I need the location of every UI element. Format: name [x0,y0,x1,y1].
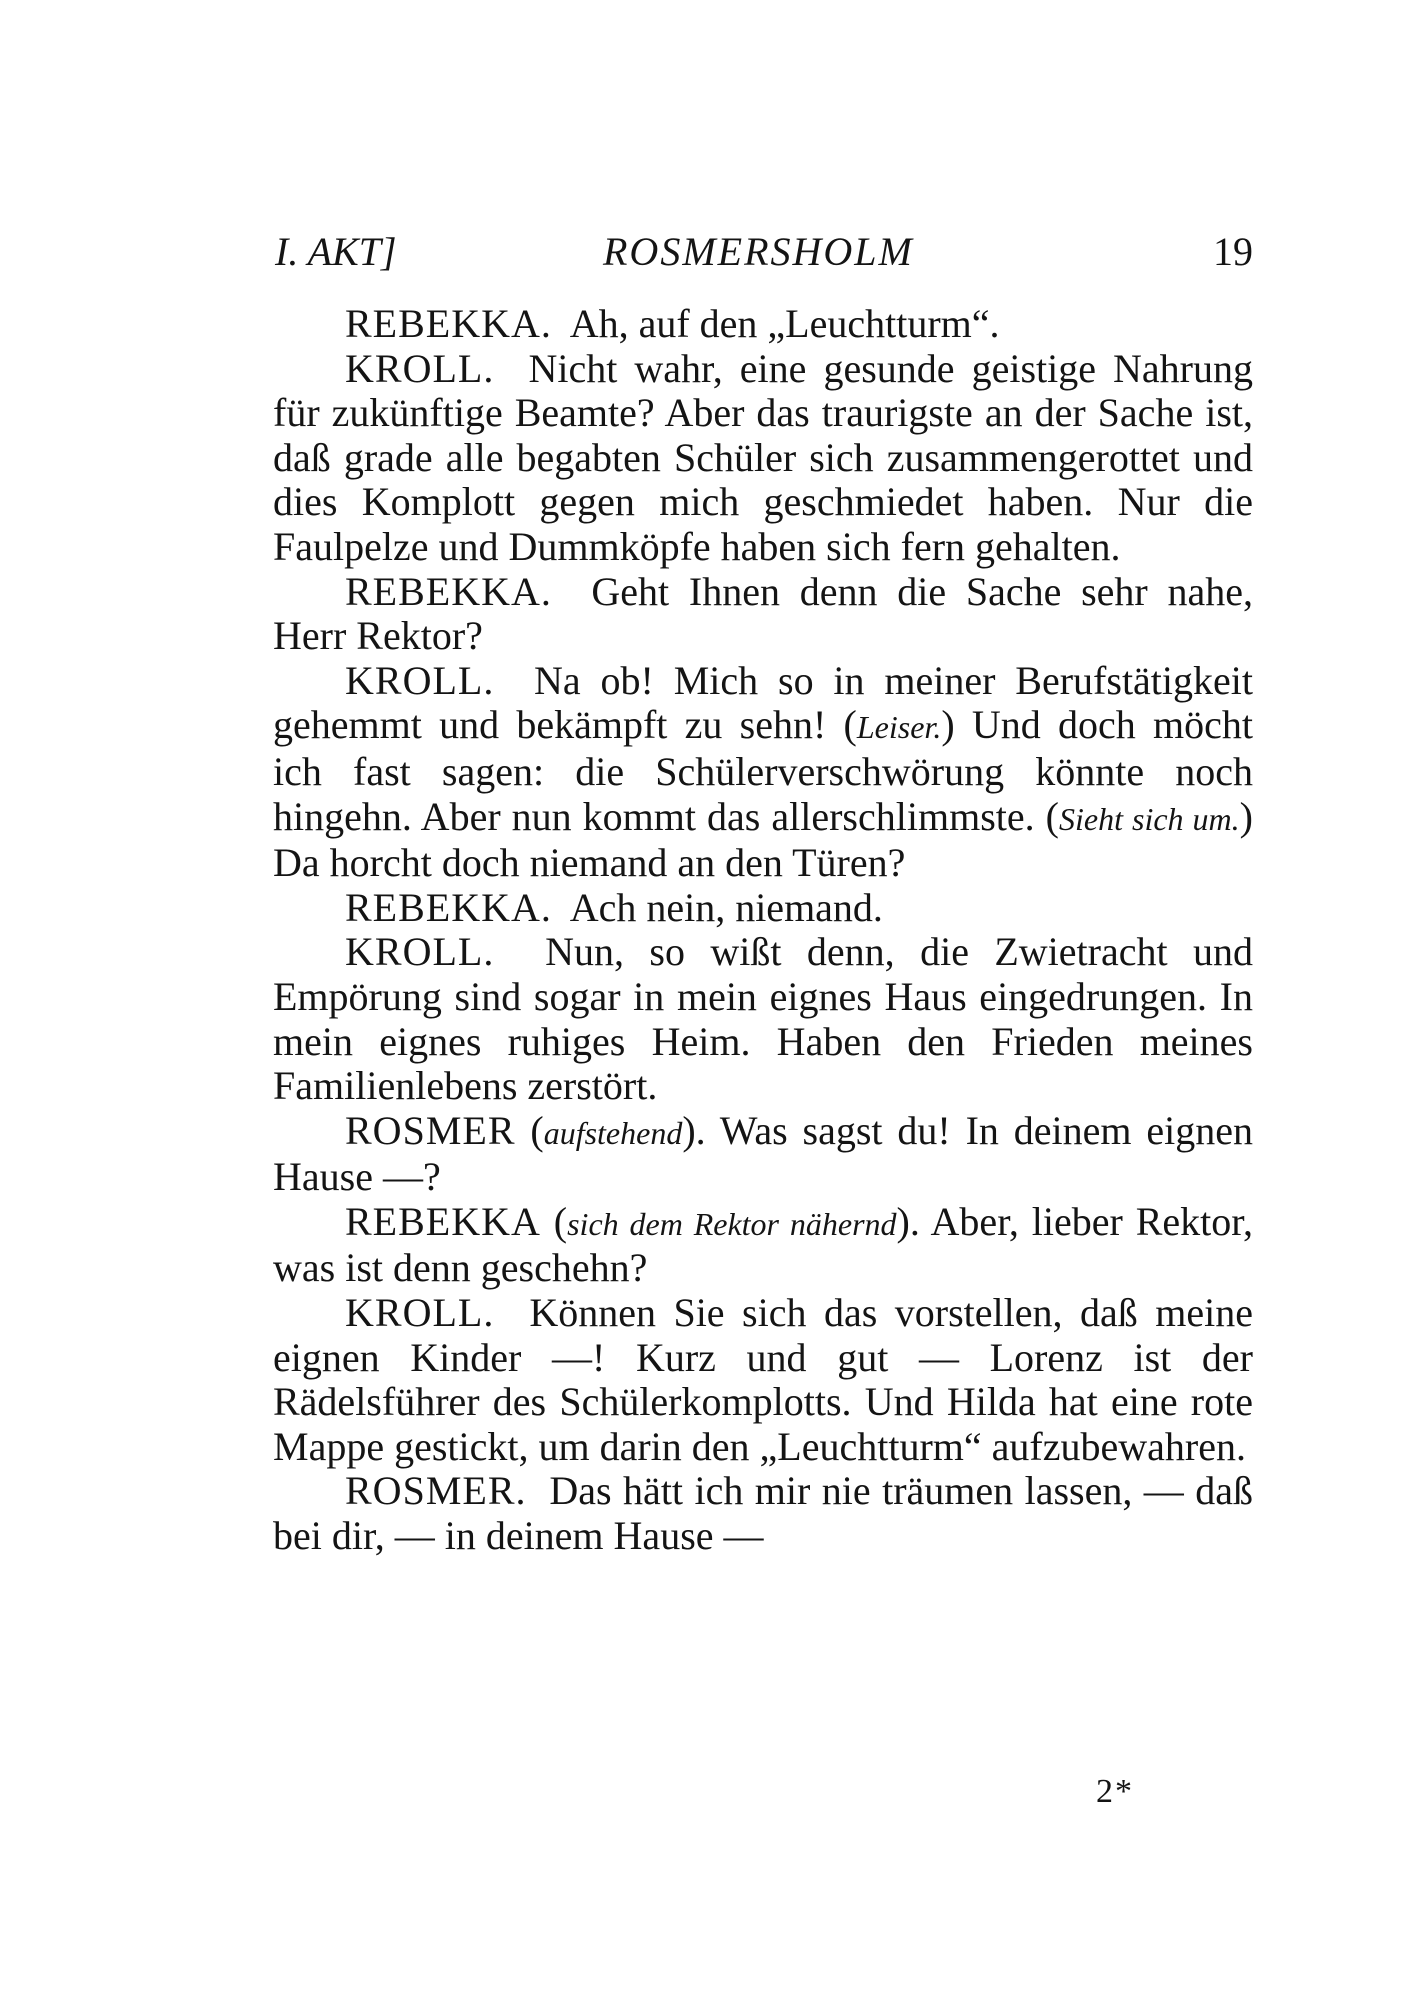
signature-mark: 2* [1096,1773,1134,1810]
speech-text: Aber, lieber Rektor, was ist denn geschehn? [273,1198,1253,1291]
speech [273,1291,1253,1469]
stage-direction: Leiser. [856,709,942,746]
speech-text: Geht Ihnen denn die Sache sehr nahe, Herr Rektor? [273,568,1253,659]
speech-text: Können Sie sich das vorstellen, daß meine eignen Kinder —! Kurz und gut — Lorenz ist der Rädelsführer des Schülerkomplotts. Und Hilda hat eine rote Mappe gestickt, um darin den „Leuchtturm“ aufzubewahren. [273,1290,1253,1469]
speech [273,302,1253,347]
speech-text: Da horcht doch niemand an den Türen? [273,840,906,886]
speech-text: Ach nein, niemand. [569,884,883,930]
speaker-name: ROSMER. [345,1468,527,1514]
act-label: I. AKT] [275,229,397,274]
stage-direction: Sieht sich um. [1058,800,1240,837]
speech [273,886,1253,931]
stage-direction: sich dem Rektor nähernd [567,1205,897,1242]
speech-text: Nun, so wißt denn, die Zwietracht und Empörung sind sogar in mein eignes Haus eingedrungen. In mein eignes ruhiges Heim. Haben den Frieden meines Familienlebens zerstört. [273,929,1253,1109]
running-header [273,228,1253,288]
speech-text: Na ob! Mich so in meiner Berufstätigkeit gehemmt und bekämpft zu sehn! [273,657,1254,748]
speaker-name: REBEKKA. [345,301,552,346]
speech-text: Nicht wahr, eine gesunde geistige Nahrung für zukünftige Beamte? Aber das traurigste an der Sache ist, daß grade alle begabten Schüler sich zusammengerottet und dies Komplott gegen mich geschmiedet haben. Nur die Faulpelze und Dummköpfe haben sich fern gehalten. [273,345,1254,569]
speaker-name: KROLL. [345,1290,495,1336]
speech: KROLL. Na ob! Mich so in meiner Berufstätigkeit gehemmt und bekämpft zu sehn! (Leiser.) Und doch möcht ich fast sagen: die Schülerverschwörung könnte noch hingehn. Aber nun kommt das allerschlimmste. (Sieht sich um.) Da horcht doch niemand an den Türen? [273,657,1254,886]
speech: REBEKKA (sich dem Rektor nähernd). Aber, lieber Rektor, was ist denn geschehn? [273,1198,1253,1291]
play-title: ROSMERSHOLM [603,229,914,274]
speaker-name: ROSMER [345,1107,516,1153]
speech-text: Ah, auf den „Leuchtturm“. [569,301,1000,346]
speech-text: Was sagst du! In deinem eignen Hause —? [273,1107,1253,1200]
speech [273,930,1253,1108]
page-number: 19 [1213,229,1253,274]
speaker-name: REBEKKA [345,1198,541,1244]
speaker-name: KROLL. [345,929,495,975]
speaker-name: REBEKKA. [345,884,552,930]
stage-direction: aufstehend [543,1114,683,1151]
speaker-name: REBEKKA. [345,568,552,614]
book-page [273,228,1254,1810]
speaker-name: KROLL. [345,345,495,391]
speech [273,347,1253,570]
speech: ROSMER (aufstehend). Was sagst du! In deinem eignen Hause —? [273,1107,1253,1200]
dialogue-body [273,302,1253,1559]
speech-text: Und doch möcht ich fast sagen: die Schülerverschwörung könnte noch hingehn. Aber nun kommt das allerschlimmste. [273,702,1254,839]
speaker-name: KROLL. [345,657,495,703]
speech [273,570,1253,659]
speech-text: Das hätt ich mir nie träumen lassen, — daß bei dir, — in deinem Hause — [273,1468,1254,1559]
speech [273,1469,1253,1558]
